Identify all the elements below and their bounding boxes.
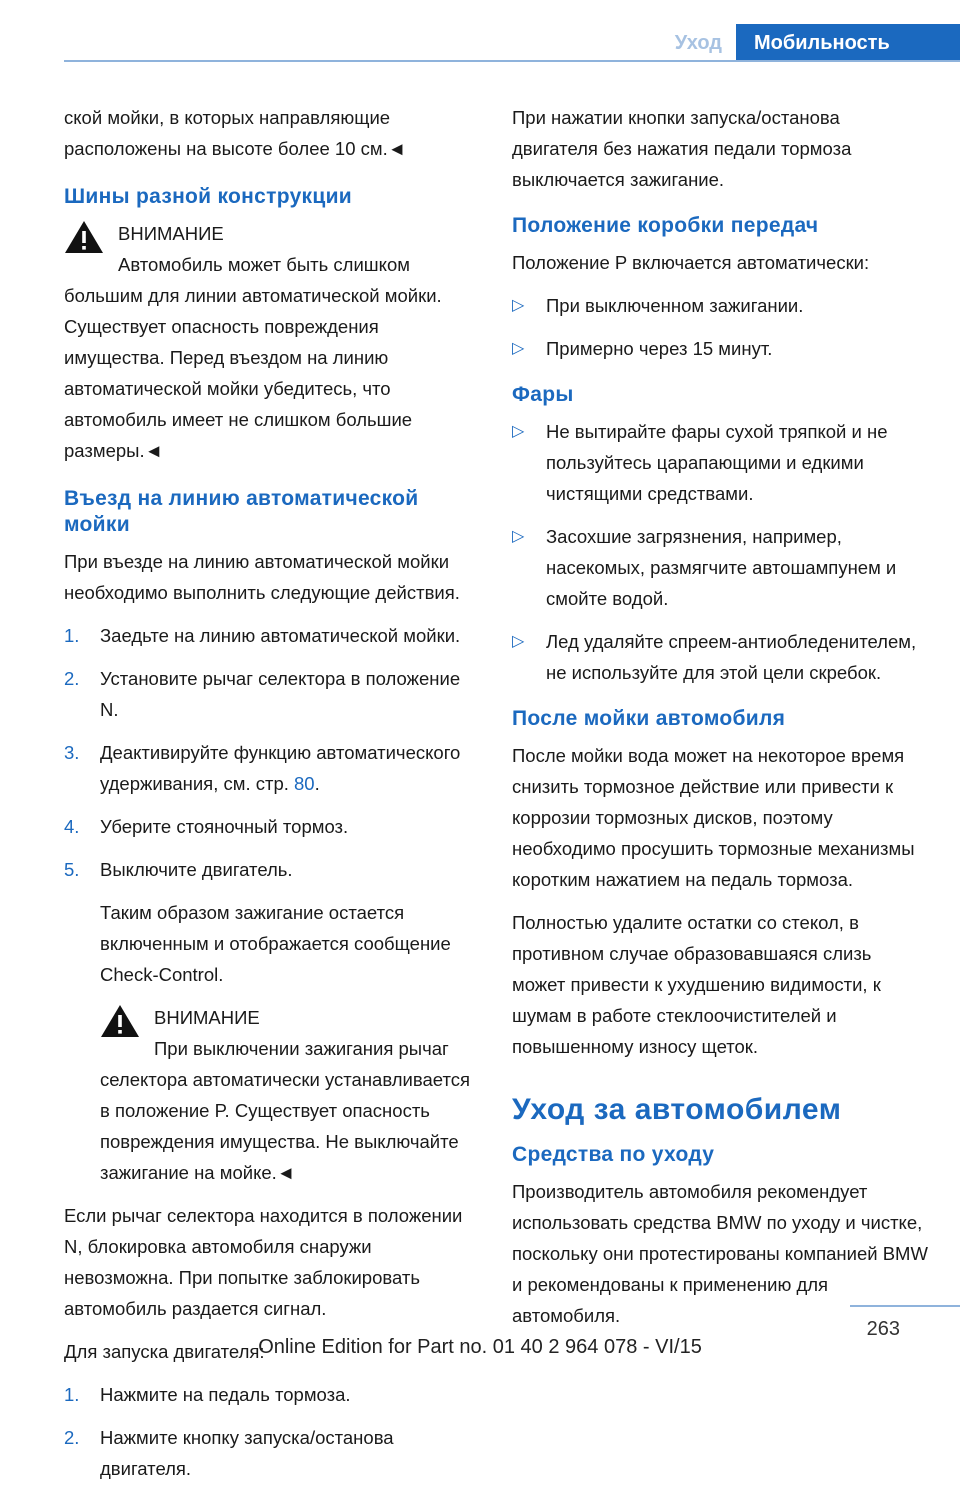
step-subtext: Таким образом зажигание остается включенным и отображается сообщение Check-Control. (100, 902, 451, 985)
list-item-text: Засохшие загрязнения, например, насекомых, размягчите автошампунем и смойте водой. (546, 526, 897, 609)
heading-care: Уход за автомобилем (512, 1093, 842, 1126)
triangle-bullet-icon: ▷ (512, 633, 525, 650)
warning-triangle-icon (100, 1004, 140, 1038)
page-number: 263 (866, 1318, 900, 1340)
left-column (64, 102, 478, 1496)
step-text: Деактивируйте функцию автоматического удерживания, см. стр. (100, 742, 461, 794)
list-item-text: Не вытирайте фары сухой тряпкой и не пользуйтесь царапающими и едкими чистящими средствами. (546, 421, 888, 504)
list-item (512, 626, 928, 688)
step-number: 3. (64, 742, 80, 763)
warning-text-1: Автомобиль может быть слишком большим для линии автоматической мойки. Существует опасность повреждения имущества. Перед въездом на линию автоматической мойки убедитесь, что автомобиль имеет не слишком большие размеры.◄ (64, 254, 442, 461)
list-item (512, 290, 928, 321)
after-text-1: После мойки вода может на некоторое время снизить тормозное действие или привести к коррозии тормозных дисков, поэтому необходимо просушить тормозные механизмы коротким нажатием на педаль тормоза. (512, 745, 915, 890)
step-number: 2. (64, 668, 80, 689)
start-steps (64, 1379, 478, 1484)
list-item (64, 663, 478, 725)
list-item (512, 333, 928, 364)
start-text: Для запуска двигателя: (64, 1341, 265, 1362)
heading-entry: Въезд на линию автоматической мойки (64, 487, 419, 536)
step-number: 1. (64, 1384, 80, 1405)
heading-tires: Шины разной конструкции (64, 185, 353, 208)
heading-gear: Положение коробки передач (512, 214, 819, 237)
list-item (64, 1379, 478, 1410)
after-text-2: Полностью удалите остатки со стекол, в противном случае образовавшаяся слизь может привести к ухудшению видимости, к шумам в работе стеклоочистителей и повышенному износу щеток. (512, 912, 881, 1057)
step-text: Заедьте на линию автоматической мойки. (100, 625, 461, 646)
list-item (512, 521, 928, 614)
warning-title-2: ВНИМАНИЕ (154, 1007, 260, 1028)
header-tab-care: Уход (674, 32, 722, 54)
warning-block-2 (100, 1002, 478, 1188)
step-number: 4. (64, 816, 80, 837)
heading-after-wash: После мойки автомобиля (512, 707, 786, 730)
heading-lights: Фары (512, 383, 574, 406)
warning-title-1: ВНИМАНИЕ (118, 223, 224, 244)
step-text: Установите рычаг селектора в положение N. (100, 668, 461, 720)
triangle-bullet-icon: ▷ (512, 528, 525, 545)
list-item-text: Лед удаляйте спреем-антиобледенителем, не используйте для этой цели скребок. (546, 631, 917, 683)
step-text: Нажмите кнопку запуска/останова двигателя. (100, 1427, 394, 1479)
lights-list (512, 416, 928, 688)
page-header (0, 0, 960, 62)
list-item (64, 854, 478, 1188)
list-item (64, 1422, 478, 1484)
list-item-text: При выключенном зажигании. (546, 295, 804, 316)
gear-list (512, 290, 928, 364)
warning-text-2: При выключении зажигания рычаг селектора автоматически устанавливается в положение P. Существует опасность повреждения имущества. Не выключайте зажигание на мойке.◄ (100, 1038, 470, 1183)
step-text: Уберите стояночный тормоз. (100, 816, 349, 837)
list-item (512, 416, 928, 509)
triangle-bullet-icon: ▷ (512, 340, 525, 357)
list-item (64, 737, 478, 799)
header-rule (64, 60, 960, 62)
entry-text: При въезде на линию автоматической мойки необходимо выполнить следующие действия. (64, 551, 460, 603)
step-text-end: . (314, 773, 320, 794)
step-number: 2. (64, 1427, 80, 1448)
header-tab-mobility: Мобильность (736, 24, 960, 62)
step-text: Выключите двигатель. (100, 859, 293, 880)
left-intro: ской мойки, в которых направляющие расположены на высоте более 10 см.◄ (64, 107, 407, 159)
list-item (64, 620, 478, 651)
list-item-text: Примерно через 15 минут. (546, 338, 773, 359)
footer-rule (850, 1305, 960, 1307)
right-column (512, 102, 928, 1343)
edition-footer: Online Edition for Part no. 01 40 2 964 078 - VI/15 (258, 1336, 702, 1358)
right-intro: При нажатии кнопки запуска/останова двигателя без нажатия педали тормоза выключается зажигание. (512, 107, 852, 190)
page-link-80[interactable]: 80 (294, 773, 315, 794)
step-number: 5. (64, 859, 80, 880)
list-item (64, 811, 478, 842)
warning-block-1 (64, 218, 478, 466)
warning-triangle-icon (64, 220, 104, 254)
triangle-bullet-icon: ▷ (512, 423, 525, 440)
heading-care-products: Средства по уходу (512, 1143, 715, 1166)
step-text: Нажмите на педаль тормоза. (100, 1384, 351, 1405)
step-number: 1. (64, 625, 80, 646)
triangle-bullet-icon: ▷ (512, 297, 525, 314)
lock-text: Если рычаг селектора находится в положении N, блокировка автомобиля снаружи невозможна. При попытке заблокировать автомобиль раздается сигнал. (64, 1205, 463, 1319)
gear-text: Положение P включается автоматически: (512, 252, 870, 273)
entry-steps (64, 620, 478, 1188)
care-products-text: Производитель автомобиля рекомендует использовать средства BMW по уходу и чистке, поскольку они протестированы компанией BMW и рекомендованы к применению для автомобиля. (512, 1181, 928, 1326)
